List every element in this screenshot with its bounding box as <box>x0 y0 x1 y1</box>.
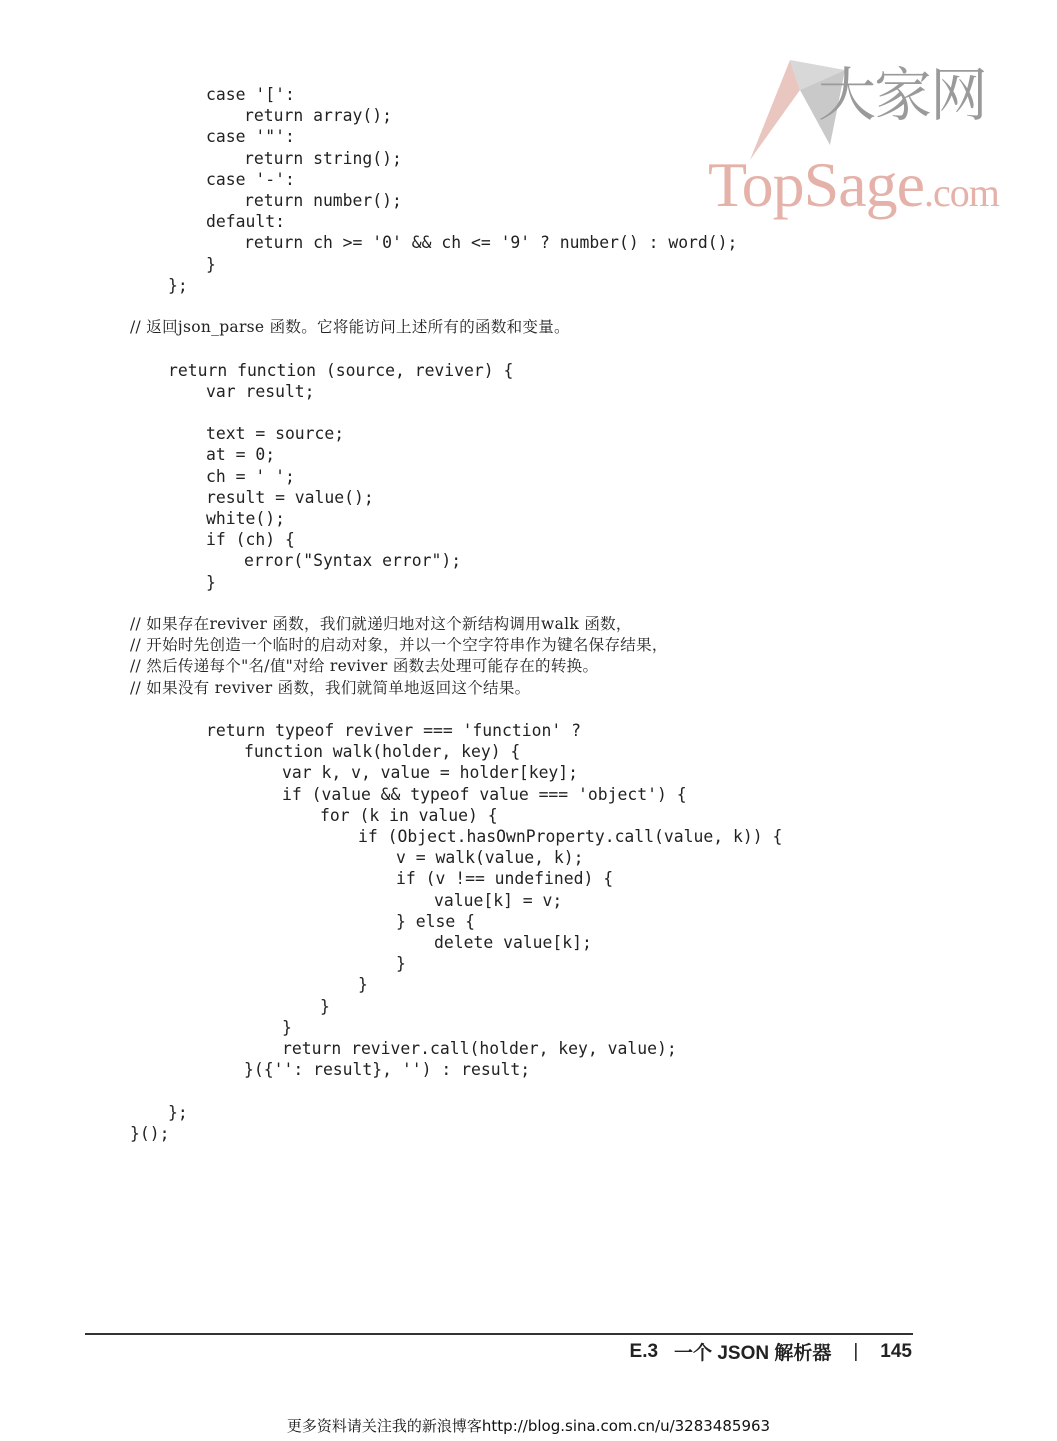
code-line: } <box>358 975 368 995</box>
page-number: 145 <box>880 1340 912 1362</box>
code-line: error("Syntax error"); <box>244 551 462 571</box>
code-line: return typeof reviver === 'function' ? <box>206 721 581 741</box>
code-line: if (ch) { <box>206 530 295 550</box>
code-line <box>130 1080 782 1101</box>
code-line: white(); <box>206 509 285 529</box>
code-line: ch = ' '; <box>206 466 295 486</box>
code-line <box>130 402 782 423</box>
watermark-english-suffix: .com <box>924 170 999 215</box>
code-comment-line: // 如果没有 reviver 函数，我们就简单地返回这个结果。 <box>130 678 531 697</box>
blog-promo-text: 更多资料请关注我的新浪博客http://blog.sina.com.cn/u/3283485963 <box>286 1417 771 1435</box>
code-line: result = value(); <box>206 487 374 507</box>
code-line <box>130 593 782 614</box>
code-line: return number(); <box>244 191 402 211</box>
code-line <box>130 699 782 720</box>
code-line: } <box>396 954 406 974</box>
code-line: } <box>206 254 216 274</box>
code-line: function walk(holder, key) { <box>244 742 521 762</box>
code-line: if (v !== undefined) { <box>396 869 614 889</box>
code-line: case '"': <box>206 127 295 147</box>
code-line: }; <box>168 1102 188 1122</box>
code-line: } <box>282 1017 292 1037</box>
code-comment-line: // 返回json_parse 函数。它将能访问上述所有的函数和变量。 <box>130 318 570 337</box>
code-line <box>130 296 782 317</box>
code-line: } <box>206 572 216 592</box>
code-line: return string(); <box>244 148 402 168</box>
code-line: at = 0; <box>206 445 276 465</box>
code-line: return reviver.call(holder, key, value); <box>282 1039 677 1059</box>
code-line: for (k in value) { <box>320 805 498 825</box>
code-line: case '-': <box>206 169 295 189</box>
code-line: var result; <box>206 381 315 401</box>
code-line: } <box>320 996 330 1016</box>
code-comment-line: // 开始时先创造一个临时的启动对象，并以一个空字符串作为键名保存结果， <box>130 636 668 655</box>
page-footer <box>630 1338 912 1365</box>
footer-rule <box>85 1333 913 1335</box>
section-number: E.3 <box>629 1340 659 1362</box>
code-line: if (Object.hasOwnProperty.call(value, k)) { <box>358 827 783 847</box>
code-line: return array(); <box>244 106 393 126</box>
code-line: return function (source, reviver) { <box>168 360 514 380</box>
section-title: 一个 JSON 解析器 <box>674 1343 832 1364</box>
code-comment-line: // 然后传递每个"名/值"对给 reviver 函数去处理可能存在的转换。 <box>130 657 599 676</box>
code-line: } else { <box>396 911 475 931</box>
code-line: if (value && typeof value === 'object') { <box>282 784 687 804</box>
code-line: }; <box>168 275 188 295</box>
watermark-english-main: TopSage <box>708 149 925 220</box>
code-line: text = source; <box>206 424 345 444</box>
code-comment-line: // 如果存在reviver 函数，我们就递归地对这个新结构调用walk 函数， <box>130 615 632 634</box>
code-line: v = walk(value, k); <box>396 848 584 868</box>
code-line: delete value[k]; <box>434 933 592 953</box>
code-listing <box>130 84 782 1144</box>
footer-separator: | <box>853 1340 859 1362</box>
code-line: return ch >= '0' && ch <= '9' ? number() : word(); <box>244 233 738 253</box>
code-line: }(); <box>130 1123 170 1143</box>
code-line: case '[': <box>206 85 295 104</box>
code-line <box>130 338 782 359</box>
code-line: default: <box>206 212 285 232</box>
watermark-chinese: 大家网 <box>818 61 987 129</box>
code-line: value[k] = v; <box>434 890 563 910</box>
code-line: var k, v, value = holder[key]; <box>282 763 579 783</box>
code-line: }({'': result}, '') : result; <box>244 1060 531 1080</box>
